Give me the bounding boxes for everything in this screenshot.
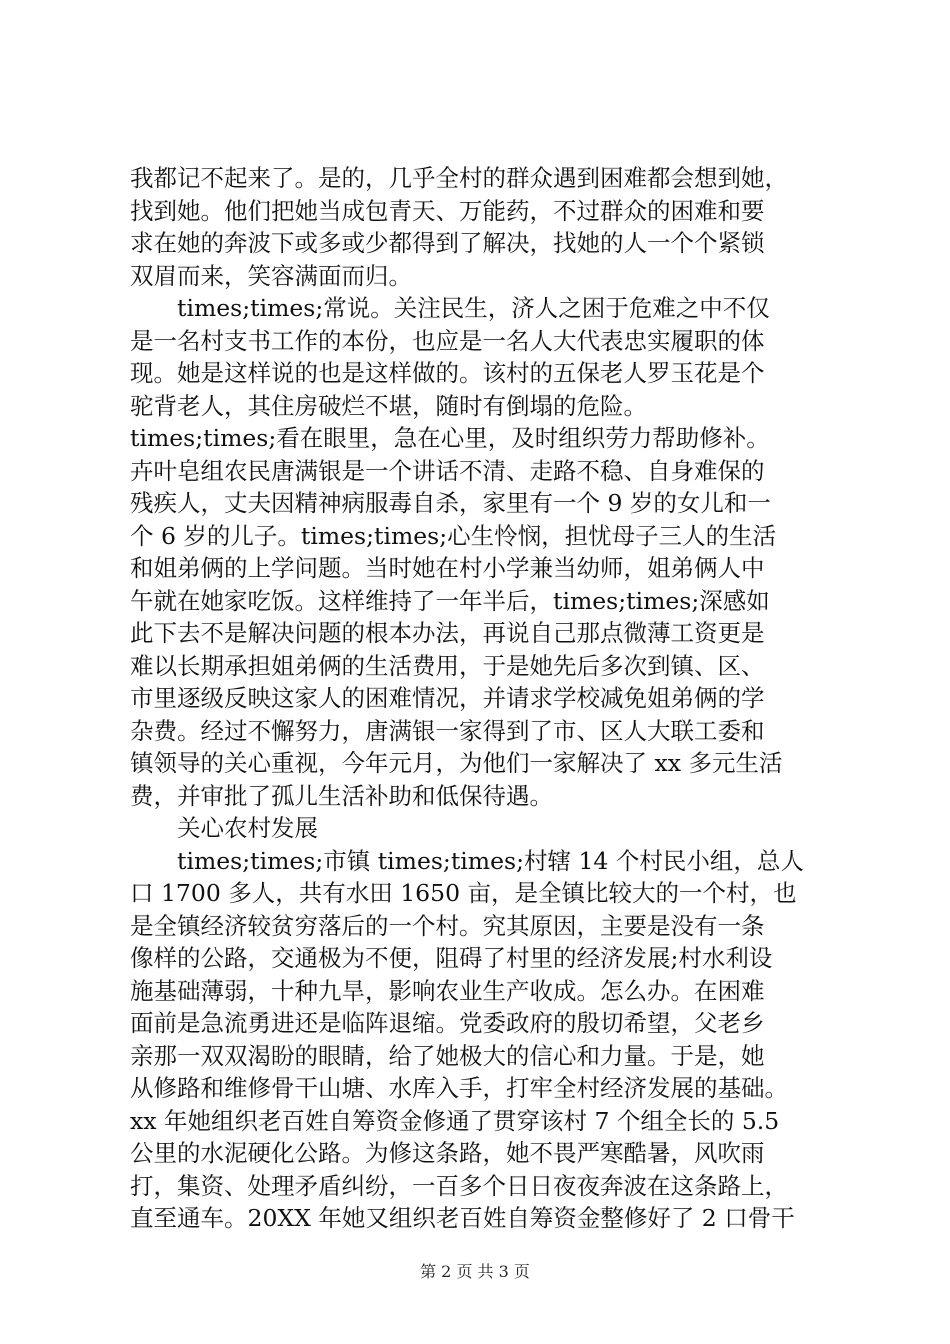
text-line: xx 年她组织老百姓自筹资金修通了贯穿该村 7 个组全长的 5.5 — [130, 1106, 780, 1135]
text-line: 我都记不起来了。是的，几乎全村的群众遇到困难都会想到她， — [130, 164, 788, 192]
text-line: 从修路和维修骨干山塘、水库入手，打牢全村经济发展的基础。 — [130, 1074, 788, 1102]
text-line: 费，并审批了孤儿生活补助和低保待遇。 — [130, 781, 553, 810]
text-line: 驼背老人，其住房破烂不堪，随时有倒塌的危险。 — [130, 391, 647, 420]
page-number: 第 2 页 共 3 页 — [420, 1262, 530, 1281]
text-line: 是全镇经济较贫穷落后的一个村。究其原因，主要是没有一条 — [130, 911, 765, 940]
text-line: 求在她的奔波下或多或少都得到了解决，找她的人一个个紧锁 — [130, 229, 765, 257]
text-line: 个 6 岁的儿子。times;times;心生怜悯，担忧母子三人的生活 — [130, 521, 777, 550]
text-line: times;times;常说。关注民生，济人之困于危难之中不仅 — [177, 294, 770, 322]
document-body — [130, 162, 836, 1235]
text-line: 像样的公路，交通极为不便，阻碍了村里的经济发展;村水利设 — [130, 944, 773, 972]
text-line: 难以长期承担姐弟俩的生活费用，于是她先后多次到镇、区、 — [130, 651, 765, 680]
text-line: 直至通车。20XX 年她又组织老百姓自筹资金整修好了 2 口骨干 — [130, 1204, 795, 1232]
text-line: 面前是急流勇进还是临阵退缩。党委政府的殷切希望，父老乡 — [130, 1009, 765, 1037]
text-line: 是一名村支书工作的本份，也应是一名人大代表忠实履职的体 — [130, 326, 765, 355]
text-line: 和姐弟俩的上学问题。当时她在村小学兼当幼师，姐弟俩人中 — [130, 554, 765, 582]
text-line: 镇领导的关心重视，今年元月，为他们一家解决了 xx 多元生活 — [130, 749, 783, 777]
text-line: 关心农村发展 — [177, 814, 318, 842]
text-line: 残疾人，丈夫因精神病服毒自杀，家里有一个 9 岁的女儿和一 — [130, 489, 771, 517]
text-line: times;times;看在眼里，急在心里，及时组织劳力帮助修补。 — [130, 424, 770, 452]
text-line: 亲那一双双渴盼的眼睛，给了她极大的信心和力量。于是，她 — [130, 1041, 765, 1070]
text-line: 午就在她家吃饭。这样维持了一年半后，times;times;深感如 — [130, 586, 770, 615]
paragraph-2 — [130, 292, 836, 812]
text-line: 口 1700 多人，共有水田 1650 亩，是全镇比较大的一个村，也 — [130, 879, 797, 907]
text-line: 打，集资、处理矛盾纠纷，一百多个日日夜夜奔波在这条路上， — [130, 1171, 788, 1200]
text-line: 施基础薄弱，十种九旱，影响农业生产收成。怎么办。在困难 — [130, 976, 765, 1005]
paragraph-3 — [130, 845, 836, 1235]
text-line: 现。她是这样说的也是这样做的。该村的五保老人罗玉花是个 — [130, 359, 765, 387]
text-line: 双眉而来，笑容满面而归。 — [130, 261, 412, 290]
text-line: 找到她。他们把她当成包青天、万能药，不过群众的困难和要 — [130, 196, 765, 225]
text-line: 公里的水泥硬化公路。为修这条路，她不畏严寒酷暑，风吹雨 — [130, 1139, 765, 1167]
text-line: times;times;市镇 times;times;村辖 14 个村民小组，总人 — [177, 846, 804, 875]
text-line: 卉叶皂组农民唐满银是一个讲话不清、走路不稳、自身难保的 — [130, 456, 765, 485]
page-footer — [0, 1262, 950, 1282]
paragraph-1 — [130, 162, 836, 292]
text-line: 杂费。经过不懈努力，唐满银一家得到了市、区人大联工委和 — [130, 716, 765, 745]
text-line: 市里逐级反映这家人的困难情况，并请求学校减免姐弟俩的学 — [130, 684, 765, 712]
section-heading — [130, 812, 836, 845]
text-line: 此下去不是解决问题的根本办法，再说自己那点微薄工资更是 — [130, 619, 765, 647]
